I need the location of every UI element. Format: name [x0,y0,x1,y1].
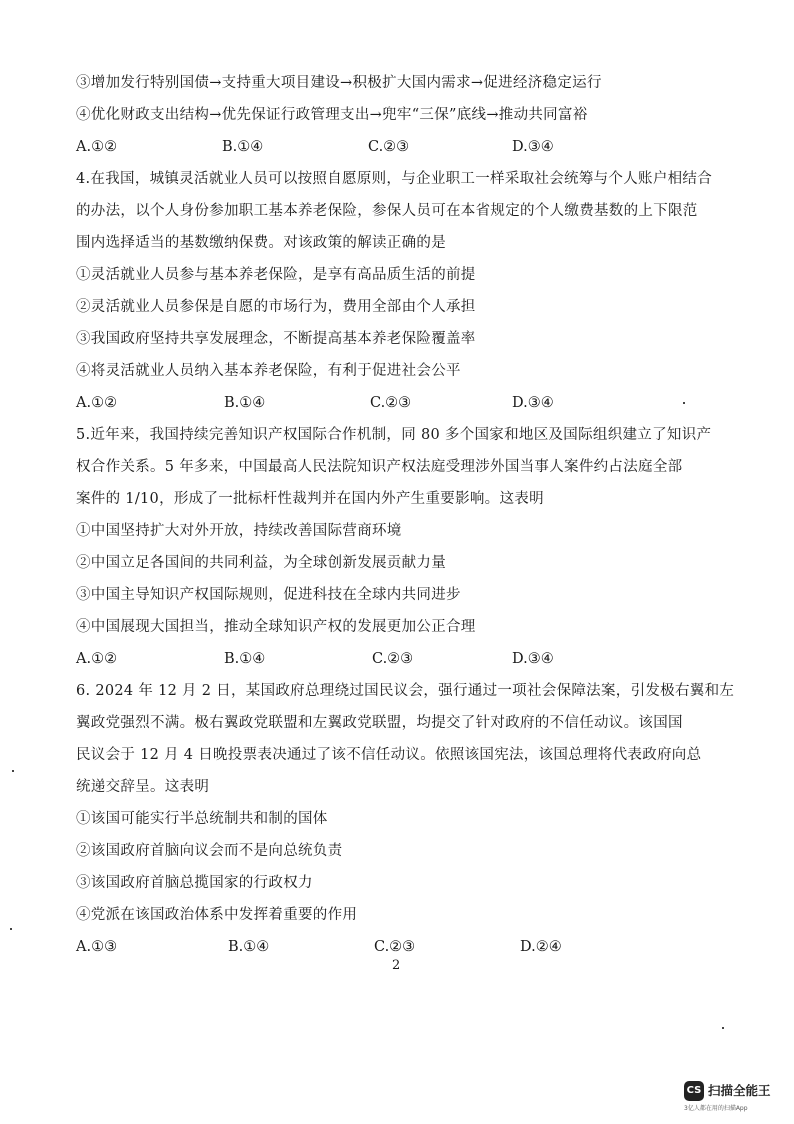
scanner-logo-icon: CS [684,1081,704,1101]
q6-item-1: ①该国可能实行半总统制共和制的国体 [76,811,328,827]
q6-item-3: ③该国政府首脑总揽国家的行政权力 [76,875,313,891]
scanner-tagline: 3亿人都在用的扫描App [684,1105,748,1112]
q5-item-4: ④中国展现大国担当，推动全球知识产权的发展更加公正合理 [76,619,476,635]
scanner-watermark [684,1079,780,1113]
q3-item-4: ④优化财政支出结构→优先保证行政管理支出→兜牢“三保”底线→推动共同富裕 [76,107,588,123]
q4-item-4: ④将灵活就业人员纳入基本养老保险，有利于促进社会公平 [76,363,461,379]
q3-option-c: C.②③ [368,139,410,155]
q4-option-c: C.②③ [370,395,412,411]
q4-option-d: D.③④ [512,395,554,411]
scan-speck [10,928,12,930]
q6-option-a: A.①③ [76,939,118,955]
scanner-app-name: 扫描全能王 [708,1083,771,1098]
q5-item-2: ②中国立足各国间的共同利益，为全球创新发展贡献力量 [76,555,446,571]
q4-stem-line-2: 的办法，以个人身份参加职工基本养老保险，参保人员可在本省规定的个人缴费基数的上下限范 [76,203,698,219]
page-number: 2 [392,958,401,973]
q5-option-c: C.②③ [372,651,414,667]
q6-stem-line-3: 民议会于 12 月 4 日晚投票表决通过了该不信任动议。依照该国宪法，该国总理将代表政府向总 [76,747,702,763]
q6-option-c: C.②③ [374,939,416,955]
q3-option-b: B.①④ [222,139,264,155]
q5-option-b: B.①④ [224,651,266,667]
scan-speck [722,1027,724,1029]
q6-stem-line-2: 翼政党强烈不满。极右翼政党联盟和左翼政党联盟，均提交了针对政府的不信任动议。该国国 [76,715,683,731]
q4-item-2: ②灵活就业人员参保是自愿的市场行为，费用全部由个人承担 [76,299,476,315]
q5-option-d: D.③④ [512,651,554,667]
q6-option-b: B.①④ [228,939,270,955]
q6-item-4: ④党派在该国政治体系中发挥着重要的作用 [76,907,358,923]
q4-item-1: ①灵活就业人员参与基本养老保险，是享有高品质生活的前提 [76,267,476,283]
q5-stem-line-1: 5.近年来，我国持续完善知识产权国际合作机制，同 80 多个国家和地区及国际组织建立了知识产 [76,427,712,443]
q4-option-b: B.①④ [224,395,266,411]
q4-item-3: ③我国政府坚持共享发展理念，不断提高基本养老保险覆盖率 [76,331,476,347]
q3-item-3: ③增加发行特别国债→支持重大项目建设→积极扩大国内需求→促进经济稳定运行 [76,75,602,91]
q6-stem-line-1: 6. 2024 年 12 月 2 日，某国政府总理绕过国民议会，强行通过一项社会保障法案，引发极右翼和左 [76,683,735,699]
q4-stem-line-3: 围内选择适当的基数缴纳保费。对该政策的解读正确的是 [76,235,446,251]
q5-stem-line-3: 案件的 1/10，形成了一批标杆性裁判并在国内外产生重要影响。这表明 [76,491,544,507]
q6-item-2: ②该国政府首脑向议会而不是向总统负责 [76,843,343,859]
q5-item-1: ①中国坚持扩大对外开放，持续改善国际营商环境 [76,523,402,539]
q5-stem-line-2: 权合作关系。5 年多来，中国最高人民法院知识产权法庭受理涉外国当事人案件约占法庭全部 [76,459,683,475]
q6-stem-line-4: 统递交辞呈。这表明 [76,779,210,795]
q3-option-a: A.①② [76,139,118,155]
q3-option-d: D.③④ [512,139,554,155]
q6-option-d: D.②④ [520,939,562,955]
scan-speck [683,402,685,404]
q4-stem-line-1: 4.在我国，城镇灵活就业人员可以按照自愿原则，与企业职工一样采取社会统筹与个人账户相结合 [76,171,713,187]
scan-speck [12,770,14,772]
q4-option-a: A.①② [76,395,118,411]
q5-option-a: A.①② [76,651,118,667]
q5-item-3: ③中国主导知识产权国际规则，促进科技在全球内共同进步 [76,587,461,603]
